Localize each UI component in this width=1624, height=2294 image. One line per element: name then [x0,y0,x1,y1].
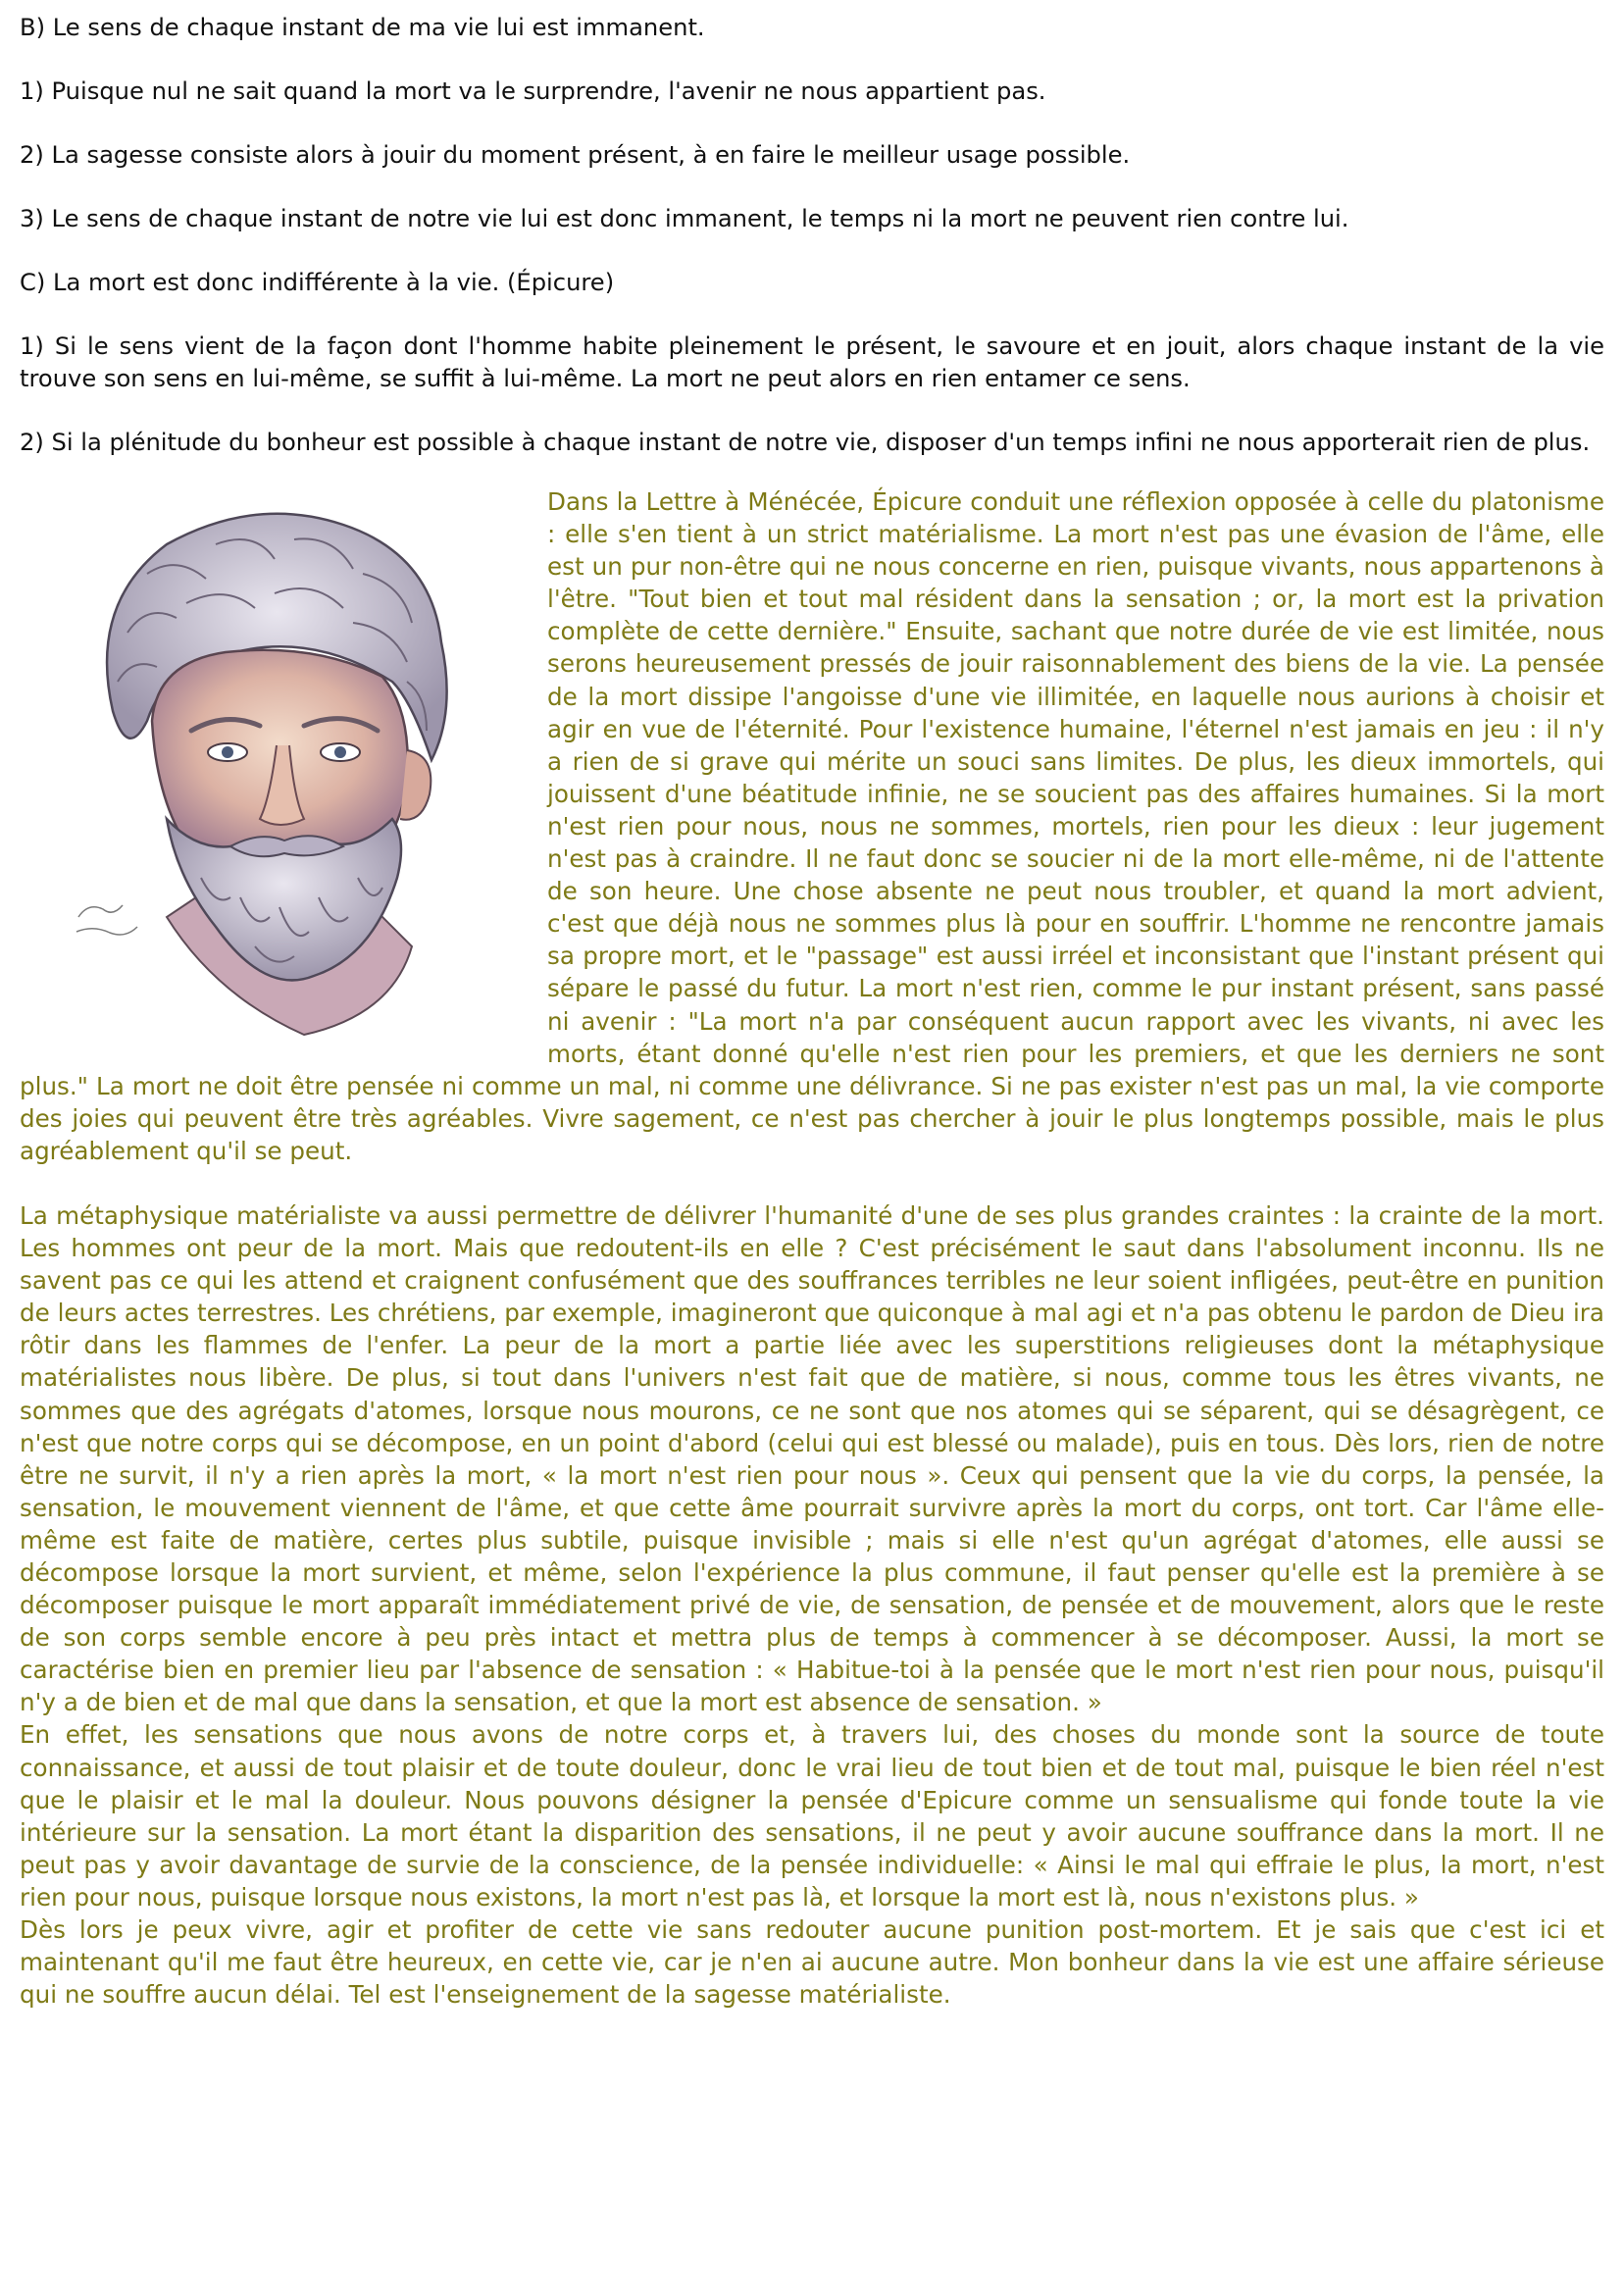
epicurus-paragraph-3: En effet, les sensations que nous avons de notre corps et, à travers lui, des choses du monde sont la source de toute connaissance, et aussi de tout plaisir et de toute douleur, donc le vrai lieu de tout bien et de tout mal, puisque le bien réel n'est que le plaisir et le mal la douleur. Nous pouvons désigner la pensée d'Epicure comme un sensualisme qui fonde toute la vie intérieure sur la sensation. La mort étant la disparition des sensations, il ne peut y avoir aucune souffrance dans la mort. Il ne peut pas y avoir davantage de survie de la conscience, de la pensée individuelle: « Ainsi le mal qui effraie le plus, la mort, n'est rien pour nous, puisque lorsque nous existons, la mort n'est pas là, et lorsque la mort est là, nous n'existons plus. » [20,1720,1604,1912]
epicurus-portrait [20,485,530,1064]
point-b3: 3) Le sens de chaque instant de notre vie lui est donc immanent, le temps ni la mort ne peuvent rien contre lui. [20,205,1349,232]
intro-section [20,12,1604,458]
heading-b: B) Le sens de chaque instant de ma vie lui est immanent. [20,14,705,41]
point-c1: 1) Si le sens vient de la façon dont l'homme habite pleinement le présent, le savoure et en jouit, alors chaque instant de la vie trouve son sens en lui-même, se suffit à lui-même. La mort ne peut alors en rien entamer ce sens. [20,332,1604,392]
epicurus-paragraph-4: Dès lors je peux vivre, agir et profiter de cette vie sans redouter aucune punition post-mortem. Et je sais que c'est ici et maintenant qu'il me faut être heureux, en cette vie, car je n'en ai aucune autre. Mon bonheur dans la vie est une affaire sérieuse qui ne souffre aucun délai. Tel est l'enseignement de la sagesse matérialiste. [20,1915,1604,2010]
epicurus-section [20,485,1604,2011]
epicurus-portrait-image [20,485,530,1064]
point-c2: 2) Si la plénitude du bonheur est possible à chaque instant de notre vie, disposer d'un temps infini ne nous apporterait rien de plus. [20,428,1591,456]
epicurus-paragraph-2: La métaphysique matérialiste va aussi permettre de délivrer l'humanité d'une de ses plus grandes craintes : la crainte de la mort. Les hommes ont peur de la mort. Mais que redoutent-ils en elle ? C'est précisément le saut dans l'absolument inconnu. Ils ne savent pas ce qui les attend et craignent confusément que des souffrances terribles ne leur soient infligées, peut-être en punition de leurs actes terrestres. Les chrétiens, par exemple, imagineront que quiconque à mal agi et n'a pas obtenu le pardon de Dieu ira rôtir dans les flammes de l'enfer. La peur de la mort a partie liée avec les superstitions religieuses dont la métaphysique matérialistes nous libère. De plus, si tout dans l'univers n'est fait que de matière, si nous, comme tous les êtres vivants, ne sommes que des agrégats d'atomes, lorsque nous mourons, ce ne sont que nos atomes qui se séparent, qui se désagrègent, ce n'est que notre corps qui se décompose, en un point d'abord (celui qui est blessé ou malade), puis en tous. Dès lors, rien de notre être ne survit, il n'y a rien après la mort, « la mort n'est rien pour nous ». Ceux qui pensent que la vie du corps, la pensée, la sensation, le mouvement viennent de l'âme, et que cette âme pourrait survivre après la mort du corps, ont tort. Car l'âme elle-même est faite de matière, certes plus subtile, puisque invisible ; mais si elle n'est qu'un agrégat d'atomes, elle aussi se décompose lorsque la mort survient, et même, selon l'expérience la plus commune, il faut penser qu'elle est la première à se décomposer puisque le mort apparaît immédiatement privé de vie, de sensation, de pensée et de mouvement, alors que le reste de son corps semble encore à peu près intact et mettra plus de temps à commencer à se décomposer. Aussi, la mort se caractérise bien en premier lieu par l'absence de sensation : « Habitue-toi à la pensée que le mort n'est rien pour nous, puisqu'il n'y a de bien et de mal que dans la sensation, et que la mort est absence de sensation. » [20,1200,1604,1717]
point-b1: 1) Puisque nul ne sait quand la mort va le surprendre, l'avenir ne nous appartient pas. [20,77,1046,105]
epicurus-paragraph-1: Dans la Lettre à Ménécée, Épicure conduit une réflexion opposée à celle du platonisme : elle s'en tient à un strict matérialisme. La mort n'est pas une évasion de l'âme, elle est un pur non-être qui ne nous concerne en rien, puisque vivants, nous appartenons à l'être. "Tout bien et tout mal résident dans la sensation ; or, la mort est la privation complète de cette dernière." Ensuite, sachant que notre durée de vie est limitée, nous serons heureusement pressés de jouir raisonnablement des biens de la vie. La pensée de la mort dissipe l'angoisse d'une vie illimitée, en laquelle nous aurions à choisir et agir en vue de l'éternité. Pour l'existence humaine, l'éternel n'est jamais en jeu : il n'y a rien de si grave qui mérite un souci sans limites. De plus, les dieux immortels, qui jouissent d'une béatitude infinie, ne se soucient pas des affaires humaines. Si la mort n'est rien pour nous, nous ne sommes, mortels, rien pour les dieux : leur jugement n'est pas à craindre. Il ne faut donc se soucier ni de la mort elle-même, ni de l'attente de son heure. Une chose absente ne peut nous troubler, et quand la mort advient, c'est que déjà nous ne sommes plus là pour en souffrir. L'homme ne rencontre jamais sa propre mort, et le "passage" est aussi irréel et inconsistant que l'instant présent qui sépare le passé du futur. La mort n'est rien, comme le pur instant présent, sans passé ni avenir : "La mort n'a par conséquent aucun rapport avec les vivants, ni avec les morts, étant donné qu'elle n'est rien pour les premiers, et que les derniers ne sont plus." La mort ne doit être pensée ni comme un mal, ni comme une délivrance. Si ne pas exister n'est pas un mal, la vie comporte des joies qui peuvent être très agréables. Vivre sagement, ce n'est pas chercher à jouir le plus longtemps possible, mais le plus agréablement qu'il se peut. [20,487,1604,1165]
point-b2: 2) La sagesse consiste alors à jouir du moment présent, à en faire le meilleur usage possible. [20,141,1131,169]
heading-c: C) La mort est donc indifférente à la vie. (Épicure) [20,269,615,296]
